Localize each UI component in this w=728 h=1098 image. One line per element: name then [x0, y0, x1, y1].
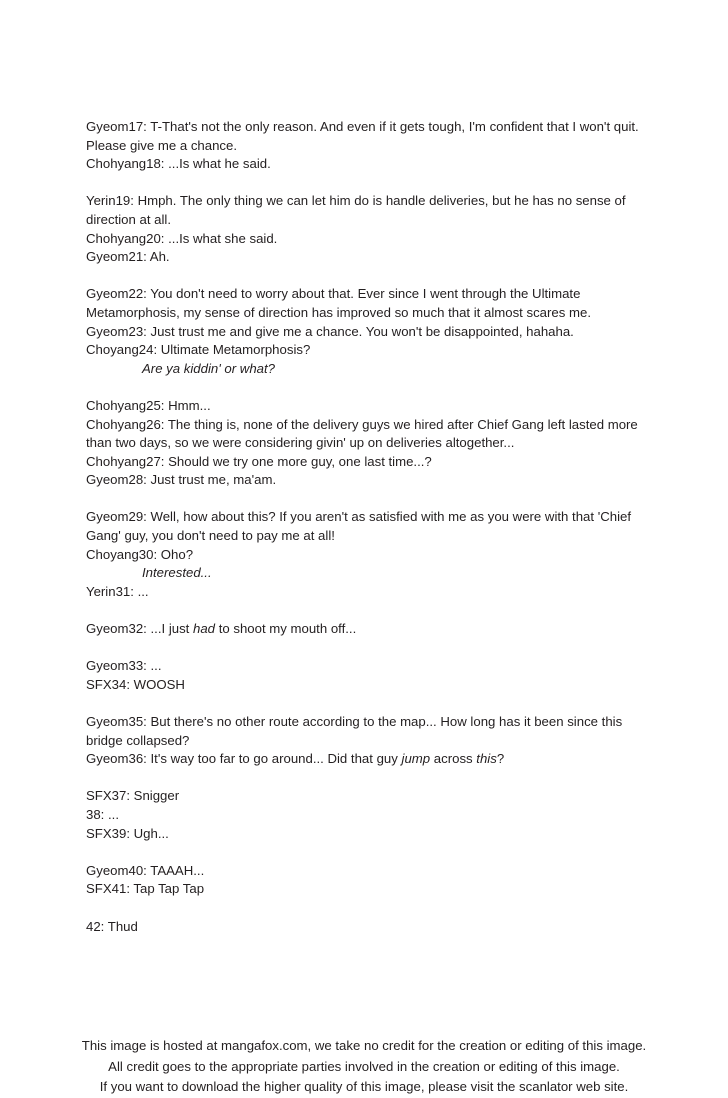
dialogue-line: Chohyang18: ...Is what he said. — [86, 156, 271, 172]
dialogue-line: Gyeom29: Well, how about this? If you aren't as satisfied with me as you were with that 'Chief Gang' guy, you don't need to pay me at all! — [86, 509, 632, 544]
dialogue-line-aside: Interested... — [142, 565, 212, 581]
dialogue-line: 38: ... — [86, 806, 119, 822]
dialogue-block — [86, 713, 642, 769]
dialogue-line: Yerin31: ... — [86, 583, 149, 599]
dialogue-line: 42: Thud — [86, 918, 138, 934]
dialogue-block — [86, 397, 642, 490]
dialogue-block — [86, 657, 642, 694]
dialogue-block — [86, 508, 642, 601]
dialogue-line: Choyang30: Oho? — [86, 546, 194, 562]
footer-disclaimer — [0, 1036, 728, 1098]
dialogue-line: Gyeom40: TAAAH... — [86, 862, 205, 878]
dialogue-line: Chohyang20: ...Is what she said. — [86, 230, 278, 246]
dialogue-line: SFX37: Snigger — [86, 788, 180, 804]
dialogue-line: Choyang24: Ultimate Metamorphosis? — [86, 342, 311, 358]
dialogue-block — [86, 192, 642, 266]
dialogue-line: Chohyang26: The thing is, none of the delivery guys we hired after Chief Gang left lasted more than two days, so we were considering givin' up on deliveries altogether... — [86, 416, 638, 451]
dialogue-line: SFX34: WOOSH — [86, 676, 185, 692]
dialogue-block — [86, 862, 642, 899]
dialogue-line: Gyeom35: But there's no other route according to the map... How long has it been since this bridge collapsed? — [86, 714, 623, 748]
dialogue-block — [86, 918, 642, 937]
dialogue-line: SFX39: Ugh... — [86, 825, 169, 841]
dialogue-line: Gyeom22: You don't need to worry about that. Ever since I went through the Ultimate Metamorphosis, my sense of direction has improved so much that it almost scares me. — [86, 286, 591, 320]
dialogue-line: Gyeom36: It's way too far to go around... Did that guy jump across this? — [86, 751, 505, 767]
dialogue-line: Gyeom23: Just trust me and give me a chance. You won't be disappointed, hahaha. — [86, 323, 574, 339]
dialogue-line: Gyeom33: ... — [86, 658, 162, 674]
dialogue-block — [86, 620, 642, 639]
footer-line-2: All credit goes to the appropriate parties involved in the creation or editing of this image. — [108, 1058, 620, 1074]
dialogue-line: Yerin19: Hmph. The only thing we can let him do is handle deliveries, but he has no sense of direction at all. — [86, 193, 626, 227]
script-text-body — [86, 118, 642, 936]
dialogue-block — [86, 285, 642, 378]
dialogue-block — [86, 787, 642, 843]
dialogue-line: Gyeom28: Just trust me, ma'am. — [86, 472, 277, 488]
dialogue-line: Gyeom32: ...I just had to shoot my mouth off... — [86, 621, 357, 637]
dialogue-line-aside: Are ya kiddin' or what? — [142, 360, 275, 376]
dialogue-line: Gyeom21: Ah. — [86, 249, 170, 265]
dialogue-block — [86, 118, 642, 174]
dialogue-line: SFX41: Tap Tap Tap — [86, 881, 205, 897]
footer-line-3: If you want to download the higher quality of this image, please visit the scanlator web site. — [99, 1079, 629, 1094]
footer-line-1: This image is hosted at mangafox.com, we take no credit for the creation or editing of this image. — [81, 1038, 647, 1053]
dialogue-line: Chohyang25: Hmm... — [86, 397, 211, 413]
dialogue-line: Chohyang27: Should we try one more guy, one last time...? — [86, 453, 432, 469]
dialogue-line: Gyeom17: T-That's not the only reason. And even if it gets tough, I'm confident that I won't quit. Please give me a chance. — [86, 119, 639, 153]
